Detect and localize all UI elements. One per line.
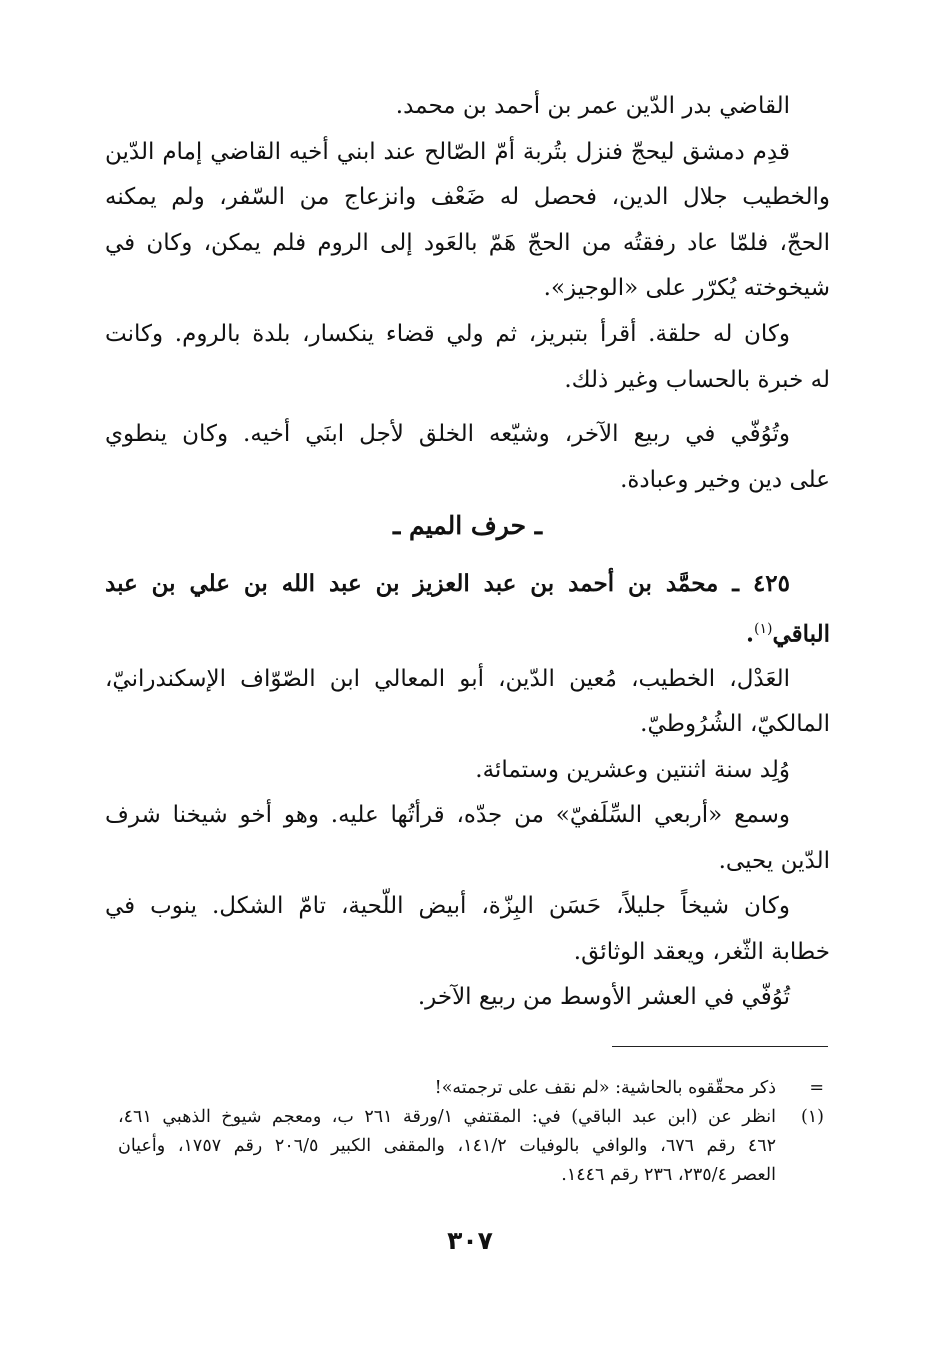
text-line: وسمع «أربعي السِّلَفيّ» من جدّه، قرأتُها عليه. وهو أخو شيخنا شرف xyxy=(105,802,790,829)
text-line: والخطيب جلال الدين، فحصل له ضَعْف وانزعاج من السّفر، ولم يمكنه xyxy=(105,184,830,210)
text-line: وُلِد سنة اثنتين وعشرين وستمائة. xyxy=(475,756,790,783)
paragraph-halqa xyxy=(105,312,830,403)
text-line: له خبرة بالحساب وغير ذلك. xyxy=(564,366,830,393)
text-line: على دين وخير وعبادة. xyxy=(620,466,830,493)
footnote-line: العصر ٢٣٥/٤، ٢٣٦ رقم ١٤٤٦. xyxy=(561,1165,776,1185)
footnote-text: ذكر محقّقوه بالحاشية: «لم نقف على ترجمته»! xyxy=(434,1078,776,1098)
footnotes xyxy=(118,1074,830,1190)
text-line: الحجّ، فلمّا عاد رفقتُه من الحجّ هَمّ بالعَود إلى الروم فلم يمكن، وكان في xyxy=(105,229,830,256)
text-line: المالكيّ، الشُرُوطيّ. xyxy=(640,711,830,738)
footnote-separator xyxy=(612,1046,828,1047)
text-line: العَدْل، الخطيب، مُعين الدّين، أبو المعالي ابن الصّوّاف الإسكندرانيّ، xyxy=(105,665,790,692)
footnote-line: انظر عن (ابن عبد الباقي) في: المقتفي ١/ورقة ٢٦١ ب، ومعجم شيوخ الذهبي ٤٦١، xyxy=(118,1107,777,1127)
text-line: شيخوخته يُكرّر على «الوجيز». xyxy=(543,275,830,301)
footnote-continuation xyxy=(118,1074,830,1103)
footnote-ref: (١) xyxy=(754,620,773,637)
text-line: القاضي بدر الدّين عمر بن أحمد بن محمد. xyxy=(395,93,790,119)
text-line: وكان له حلقة. أقرأ بتبريز، ثم ولي قضاء ينكسار، بلدة بالروم. وكانت xyxy=(105,321,790,347)
page-number: ٣٠٧ xyxy=(447,1226,493,1255)
text-line: الدّين يحيى. xyxy=(718,847,830,874)
footnote-mark: = xyxy=(809,1078,824,1098)
text-line: خطابة الثّغر، ويعقد الوثائق. xyxy=(573,938,830,965)
footnote-body xyxy=(118,1103,776,1190)
footnote-mark: (١) xyxy=(800,1107,824,1127)
entry-title-end: . xyxy=(746,620,755,648)
text-line: قدِم دمشق ليحجّ فنزل بتُربة أمّ الصّالح عند ابني أخيه القاضي إمام الدّين xyxy=(105,138,790,165)
footnote-1 xyxy=(118,1103,830,1190)
entry-title-name: الباقي xyxy=(772,620,830,648)
entry-425 xyxy=(105,561,830,1021)
entry-title-line: ٤٢٥ ـ محمَّد بن أحمد بن عبد العزيز بن عبد الله بن علي بن عبد xyxy=(105,570,790,597)
text-line: تُوُفّي في العشر الأوسط من ربيع الآخر. xyxy=(417,984,790,1011)
top-text xyxy=(105,84,830,312)
text-line: وتُوُفّي في ربيع الآخر، وشيّعه الخلق لأجل ابنَي أخيه. وكان ينطوي xyxy=(105,421,790,447)
paragraph-death xyxy=(105,412,830,503)
section-heading: ـ حرف الميم ـ xyxy=(392,511,543,540)
entry-title-line xyxy=(105,607,830,657)
text-line: وكان شيخاً جليلاً، حَسَن البِزّة، أبيض اللّحية، تامّ الشكل. ينوب في xyxy=(105,893,790,920)
footnote-line: ٤٦٢ رقم ٦٧٦، والوافي بالوفيات ١٤١/٢، والمقفى الكبير ٢٠٦/٥ رقم ١٧٥٧، وأعيان xyxy=(118,1136,777,1156)
